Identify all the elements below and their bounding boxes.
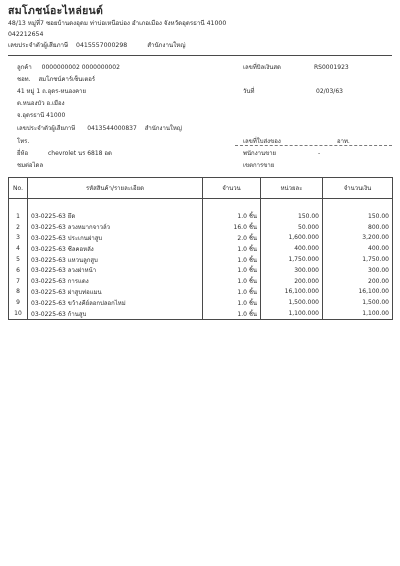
row-item — [28, 308, 203, 319]
row-no: 2 — [9, 222, 28, 233]
row-desc: ฝาสูบท่อแมน — [67, 288, 102, 296]
customer-addr3: จ.อุดรธานี 41000 — [17, 112, 66, 119]
row-code: 03-0225-63 — [31, 267, 66, 275]
row-amount: 300.00 — [323, 265, 393, 276]
col-header-no: No. — [9, 178, 28, 199]
items-header-row — [9, 178, 393, 199]
row-amount: 800.00 — [323, 222, 393, 233]
row-qty: 1.0 ชิ้น — [203, 254, 261, 265]
table-row — [9, 297, 393, 308]
row-no: 1 — [9, 211, 28, 222]
customer-addr2: ต.หนองบัว อ.เมือง — [17, 100, 65, 107]
row-price: 50.000 — [261, 222, 323, 233]
table-row — [9, 222, 393, 233]
row-no: 4 — [9, 243, 28, 254]
row-amount: 400.00 — [323, 243, 393, 254]
row-item — [28, 254, 203, 265]
row-qty: 1.0 ชิ้น — [203, 287, 261, 298]
row-qty: 16.0 ชิ้น — [203, 222, 261, 233]
row-price: 1,750.000 — [261, 254, 323, 265]
row-item — [28, 265, 203, 276]
row-desc: ซีลคอหลัง — [67, 245, 94, 253]
doc-salesman-value: - — [318, 150, 321, 157]
row-code: 03-0225-63 — [31, 213, 66, 221]
customer-name-prefix: ชอท. — [17, 76, 31, 83]
items-table — [8, 177, 393, 320]
row-item — [28, 211, 203, 222]
company-phone: 042212654 — [8, 31, 44, 38]
row-code: 03-0225-63 — [31, 245, 66, 253]
customer-branch: สำนักงานใหญ่ — [144, 125, 182, 132]
doc-dash-divider — [235, 145, 392, 146]
row-item — [28, 287, 203, 298]
customer-code-line — [17, 65, 120, 71]
doc-no-label: เลขที่บิลเงินสด — [243, 64, 281, 71]
row-amount: 1,100.00 — [323, 308, 393, 319]
row-qty: 1.0 ชิ้น — [203, 276, 261, 287]
row-qty: 1.0 ชิ้น — [203, 243, 261, 254]
row-price: 200.000 — [261, 276, 323, 287]
customer-car: chevrolet นร 6818 อด — [48, 150, 112, 157]
doc-no: RS0001923 — [314, 64, 349, 71]
company-tax-label: เลขประจำตัวผู้เสียภาษี — [8, 42, 69, 49]
row-desc: ขว้างคีย์ลอกปลอกไหม่ — [67, 299, 126, 307]
company-tax-id: 0415557000298 — [76, 42, 128, 49]
doc-code2-label: อาท. — [337, 138, 350, 145]
row-amount: 16,100.00 — [323, 287, 393, 298]
customer-car-line — [17, 151, 112, 157]
row-desc: ก้านสูบ — [67, 310, 87, 318]
customer-addr1: 41 หมู่ 1 ถ.อุดร-หนองคาย — [17, 88, 86, 95]
table-row — [9, 265, 393, 276]
row-no: 3 — [9, 233, 28, 244]
row-amount: 3,200.00 — [323, 233, 393, 244]
row-no: 8 — [9, 287, 28, 298]
customer-car-label: ยี่ห้อ — [17, 150, 29, 157]
company-address: 48/13 หมู่ที่7 ซอยบ้านดงอุดม ท่าบ่อเหนือบ่อง อำเภอเมือง จังหวัดอุดรธานี 41000 — [8, 20, 227, 27]
row-desc: แหวนลูกสูบ — [67, 256, 98, 264]
row-code: 03-0225-63 — [31, 310, 66, 318]
row-code: 03-0225-63 — [31, 234, 66, 242]
customer-phone-label: โทร. — [17, 138, 30, 145]
table-spacer-row — [9, 199, 393, 212]
row-desc: ลวงฝาหน้า — [67, 267, 97, 275]
row-desc: ยึด — [67, 213, 76, 221]
doc-area-label: เขตการขาย — [243, 162, 275, 169]
col-header-qty: จำนวน — [203, 178, 261, 199]
row-amount: 1,500.00 — [323, 297, 393, 308]
header-divider — [8, 55, 392, 56]
company-branch: สำนักงานใหญ่ — [147, 42, 186, 49]
col-header-amount: จำนวนเงิน — [323, 178, 393, 199]
table-row — [9, 308, 393, 319]
customer-fax-label: ชมต่อไดล — [17, 162, 44, 169]
row-desc: ประเกนฝาสูบ — [67, 234, 103, 242]
customer-name-line — [17, 77, 95, 83]
row-no: 10 — [9, 308, 28, 319]
row-code: 03-0225-63 — [31, 299, 66, 307]
row-price: 150.00 — [261, 211, 323, 222]
row-no: 7 — [9, 276, 28, 287]
row-desc: ลวงหมากจาวล์ว — [67, 224, 110, 232]
table-row — [9, 287, 393, 298]
table-row — [9, 243, 393, 254]
customer-name: สมโภชน์คาร์เซ็นเตอร์ — [38, 76, 96, 83]
customer-tax-line — [17, 126, 182, 132]
row-desc: การแดง — [67, 278, 89, 286]
row-code: 03-0225-63 — [31, 256, 66, 264]
row-item — [28, 276, 203, 287]
row-item — [28, 233, 203, 244]
customer-code-label: ลูกค้า — [17, 64, 32, 71]
doc-date: 02/03/63 — [316, 88, 343, 95]
row-code: 03-0225-63 — [31, 288, 66, 296]
row-item — [28, 297, 203, 308]
company-tax-line — [8, 43, 186, 49]
row-no: 5 — [9, 254, 28, 265]
table-row — [9, 276, 393, 287]
row-code: 03-0225-63 — [31, 224, 66, 232]
row-amount: 150.00 — [323, 211, 393, 222]
row-amount: 1,750.00 — [323, 254, 393, 265]
row-item — [28, 222, 203, 233]
row-qty: 2.0 ชิ้น — [203, 233, 261, 244]
doc-salesman-label: พนักงานขาย — [243, 150, 277, 157]
row-no: 9 — [9, 297, 28, 308]
table-row — [9, 211, 393, 222]
row-code: 03-0225-63 — [31, 278, 66, 286]
row-price: 1,100.000 — [261, 308, 323, 319]
row-amount: 200.00 — [323, 276, 393, 287]
row-qty: 1.0 ชิ้น — [203, 265, 261, 276]
customer-code: 0000000002 0000000002 — [41, 64, 120, 71]
row-item — [28, 243, 203, 254]
row-price: 400.000 — [261, 243, 323, 254]
row-price: 16,100.000 — [261, 287, 323, 298]
col-header-unit-price: หน่วยละ — [261, 178, 323, 199]
row-no: 6 — [9, 265, 28, 276]
customer-tax-label: เลขประจำตัวผู้เสียภาษี — [17, 125, 76, 132]
row-qty: 1.0 ชิ้น — [203, 308, 261, 319]
row-price: 1,500.000 — [261, 297, 323, 308]
doc-delivery-label: เลขที่ใบส่งของ — [243, 138, 281, 145]
row-price: 300.000 — [261, 265, 323, 276]
doc-date-label: วันที่ — [243, 88, 255, 95]
row-qty: 1.0 ชิ้น — [203, 211, 261, 222]
table-row — [9, 254, 393, 265]
company-name: สมโภชน์อะไหล่ยนต์ — [8, 5, 104, 17]
row-qty: 1.0 ชิ้น — [203, 297, 261, 308]
table-row — [9, 233, 393, 244]
customer-tax-id: 0413544000837 — [87, 125, 137, 132]
row-price: 1,600.000 — [261, 233, 323, 244]
col-header-description: รหัสสินค้า/รายละเอียด — [28, 178, 203, 199]
